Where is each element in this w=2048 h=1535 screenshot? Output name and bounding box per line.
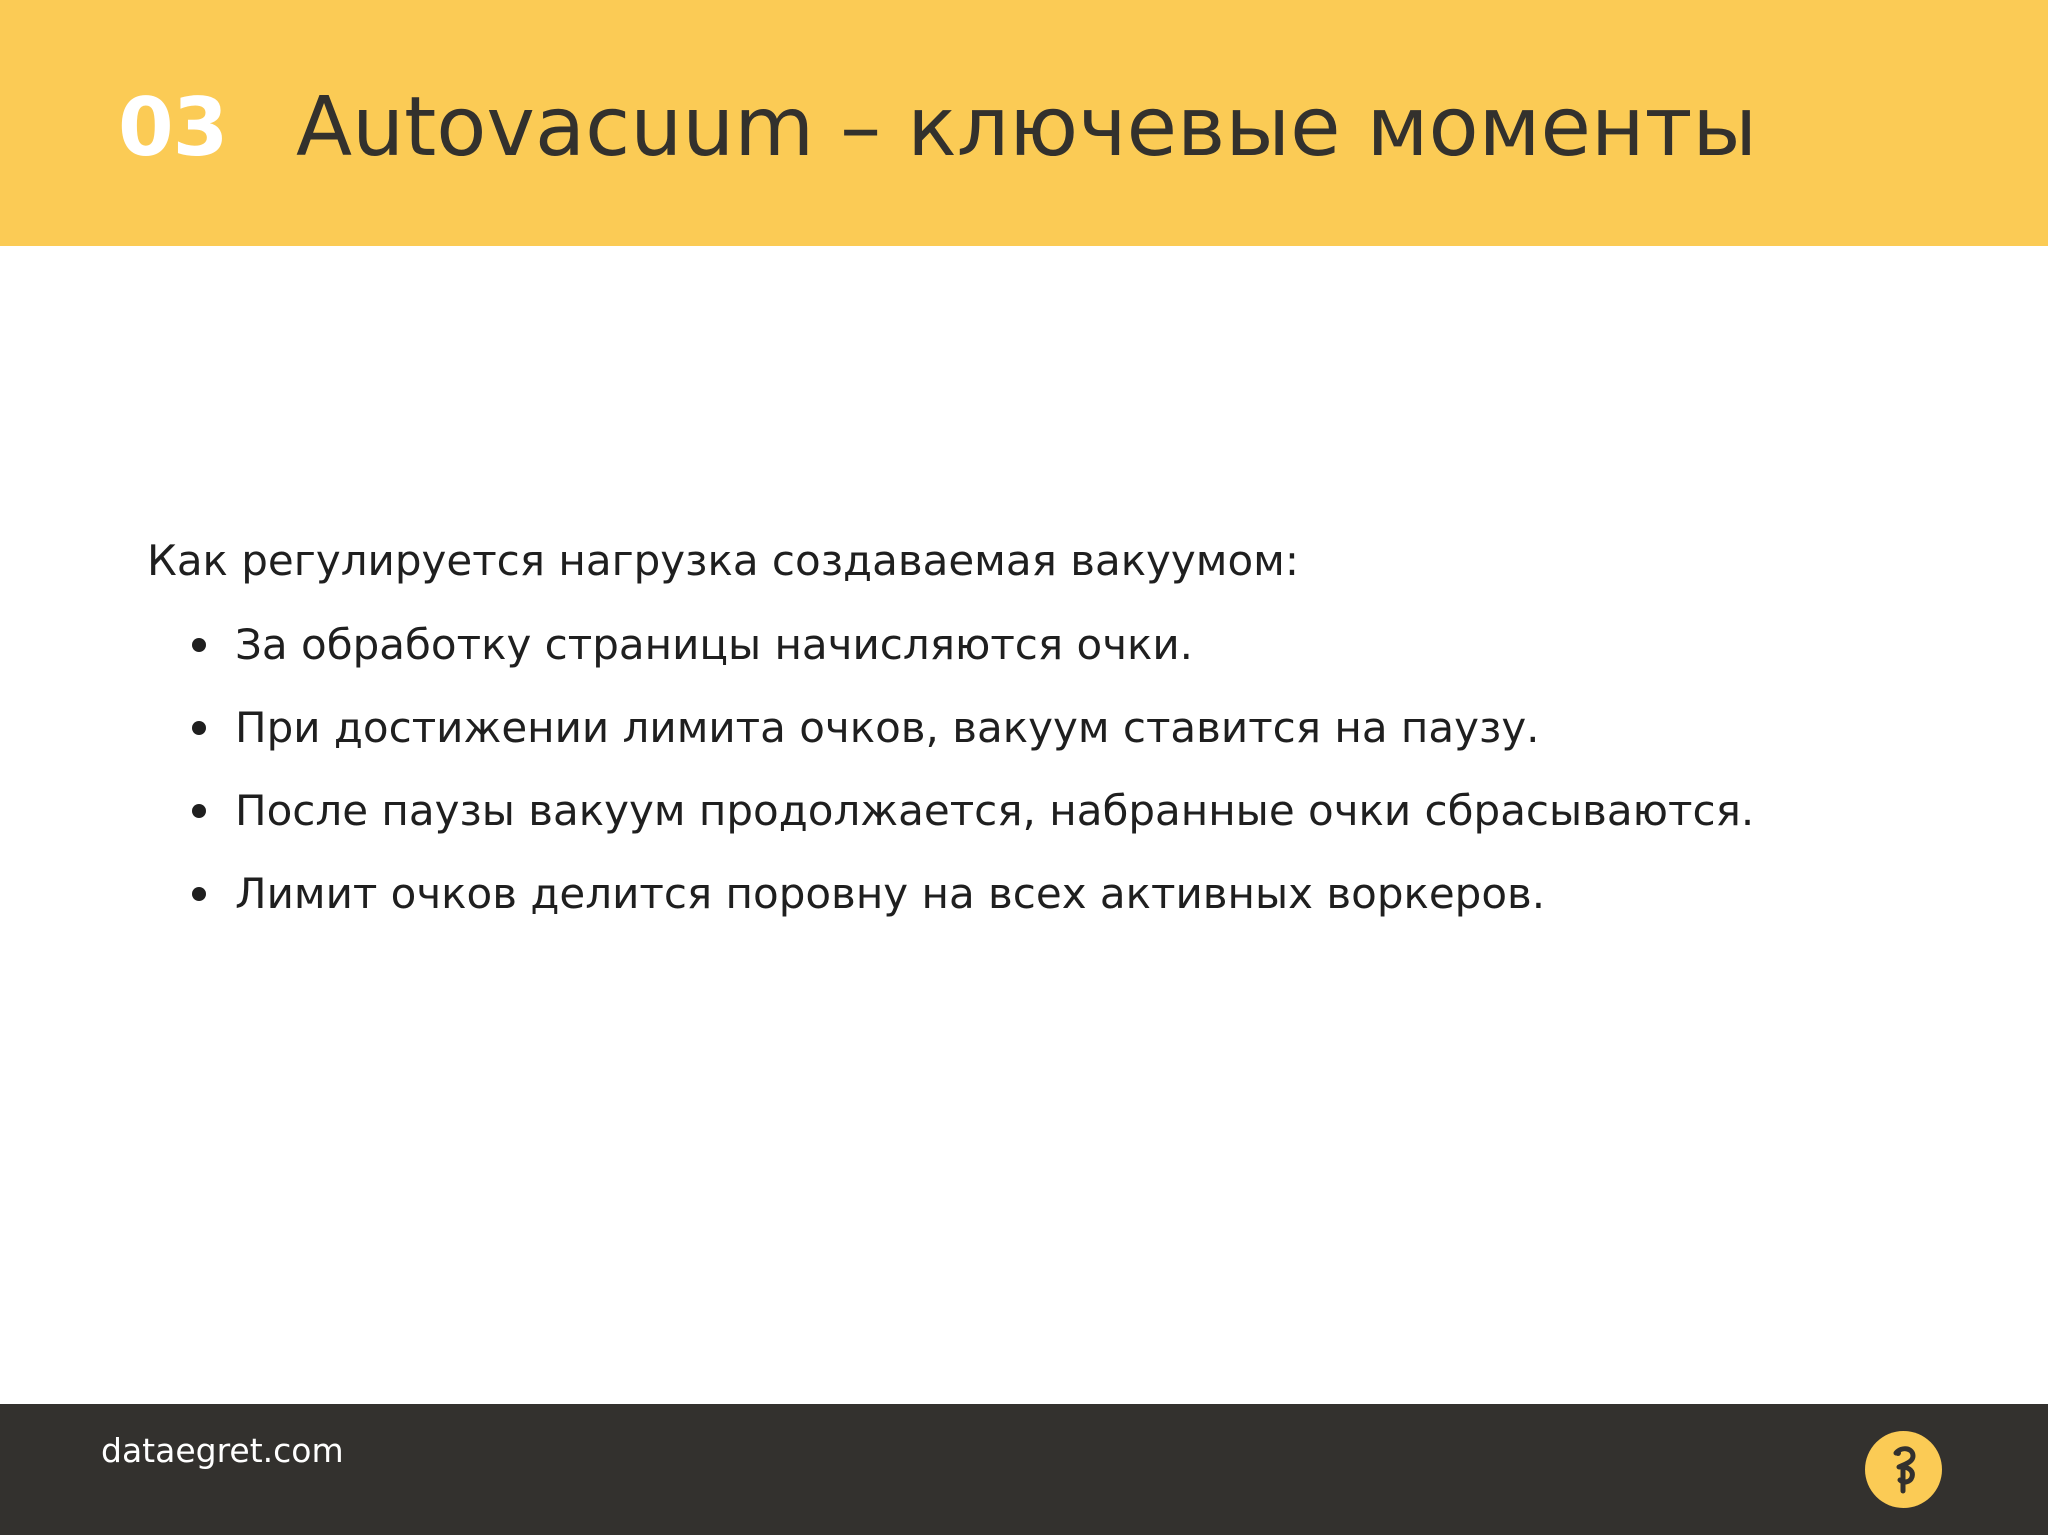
slide-header [0, 0, 2048, 246]
bullet-list [147, 610, 1947, 929]
bullet-item [147, 693, 1947, 763]
bullet-item [147, 776, 1947, 846]
bullet-dot-icon [192, 721, 206, 735]
egret-logo-svg [1865, 1431, 1942, 1508]
slide-title: Autovacuum – ключевые моменты [296, 80, 1758, 175]
bullet-text: После паузы вакуум продолжается, набранные очки сбрасываются. [235, 786, 1755, 835]
section-number: 03 [118, 81, 228, 174]
bullet-dot-icon [192, 887, 206, 901]
bullet-item [147, 859, 1947, 929]
bullet-text: При достижении лимита очков, вакуум ставится на паузу. [235, 703, 1540, 752]
bullet-text: За обработку страницы начисляются очки. [235, 620, 1194, 669]
slide-footer [0, 1404, 2048, 1535]
slide-content [147, 526, 1947, 942]
bullet-item [147, 610, 1947, 680]
intro-text: Как регулируется нагрузка создаваемая вакуумом: [147, 536, 1299, 585]
bullet-dot-icon [192, 638, 206, 652]
bullet-text: Лимит очков делится поровну на всех активных воркеров. [235, 869, 1546, 918]
bullet-dot-icon [192, 804, 206, 818]
egret-logo-icon [1865, 1431, 1942, 1508]
footer-site-link[interactable]: dataegret.com [101, 1431, 344, 1470]
